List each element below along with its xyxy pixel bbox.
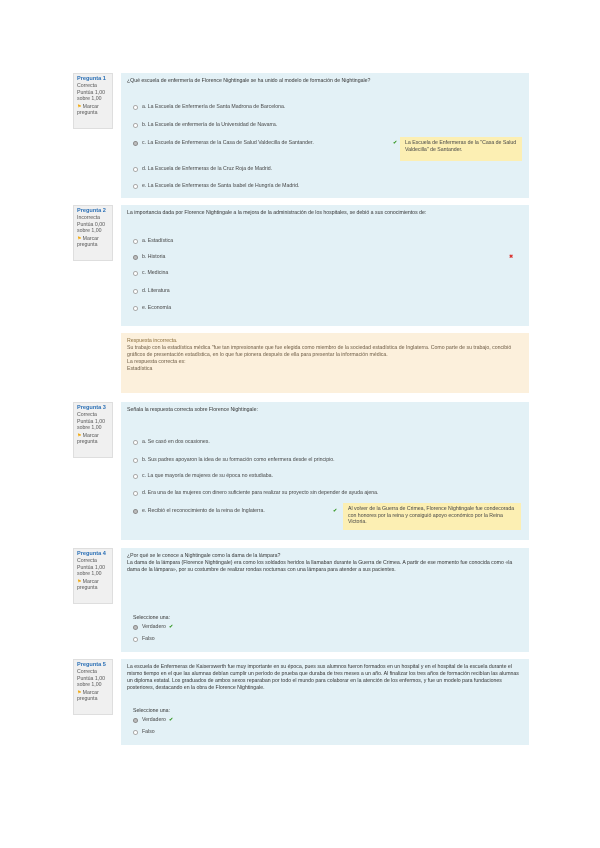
answer-option-b[interactable]: b. Historia (133, 254, 165, 260)
question-title: ¿Por qué se le conoce a Nightingale como la dama de la lámpara? (127, 553, 281, 559)
flag-question-link[interactable]: ⚑Marcar pregunta (77, 432, 99, 445)
question-content-5 (121, 659, 529, 745)
select-label: Seleccione una: (133, 708, 170, 714)
false-option[interactable]: Falso (133, 636, 155, 642)
radio-button[interactable] (133, 239, 138, 244)
correct-check-icon: ✔ (333, 508, 338, 514)
radio-button[interactable] (133, 105, 138, 110)
correct-check-icon: ✔ (393, 140, 398, 146)
false-option[interactable]: Falso (133, 729, 155, 735)
answer-option-a[interactable]: a. Estadística (133, 238, 173, 244)
question-content-3 (121, 402, 529, 540)
question-status: Correcta (77, 412, 97, 418)
flag-icon: ⚑ (77, 235, 82, 242)
question-number: Pregunta 2 (77, 208, 106, 214)
result-title: Respuesta incorrecta. (127, 338, 178, 344)
answer-option-e[interactable]: e. Recibió el reconocimiento de la reina de Inglaterra. (133, 508, 265, 514)
question-points: Puntúa 1,00 sobre 1,00 (77, 675, 105, 688)
answer-option-b[interactable]: b. La Escuela de enfermería de la Universidad de Navarra. (133, 122, 277, 128)
radio-button[interactable] (133, 458, 138, 463)
question-status: Correcta (77, 83, 97, 89)
question-points: Puntúa 1,00 sobre 1,00 (77, 564, 105, 577)
flag-question-link[interactable]: ⚑Marcar pregunta (77, 689, 99, 702)
answer-option-b[interactable]: b. Sus padres apoyaron la idea de su formación como enfermera desde el principio. (133, 457, 335, 463)
question-info-1 (73, 73, 113, 129)
radio-button-selected[interactable] (133, 509, 138, 514)
radio-button[interactable] (133, 289, 138, 294)
question-content-4 (121, 548, 529, 652)
question-text: La dama de la lámpara (Florence Nightingale) era como los soldados heridos la llamaban durante la Guerra de Crimea. A partir de ese momento fue conocida como «la dama de la lámpara», por su costumbre de realizar rondas nocturnas con una lámpara para atender a sus pacientes. (127, 560, 513, 573)
correct-check-icon: ✔ (168, 717, 174, 723)
radio-button-selected[interactable] (133, 141, 138, 146)
radio-button[interactable] (133, 184, 138, 189)
radio-button[interactable] (133, 637, 138, 642)
incorrect-cross-icon: ✖ (509, 254, 514, 260)
flag-icon: ⚑ (77, 578, 82, 585)
question-text: Señala la respuesta correcta sobre Florence Nightingale: (127, 407, 258, 413)
answer-option-d[interactable]: d. Era una de las mujeres con dinero suficiente para realizar su proyecto sin depender de ayuda ajena. (133, 490, 378, 496)
question-text: La importancia dada por Florence Nightingale a la mejora de la administración de los hospitales, se debió a sus conocimientos de: (127, 210, 427, 216)
answer-option-e[interactable]: e. La Escuela de Enfermeras de Santa Isabel de Hungría de Madrid. (133, 183, 299, 189)
question-info-2 (73, 205, 113, 261)
flag-icon: ⚑ (77, 432, 82, 439)
question-number: Pregunta 5 (77, 662, 106, 668)
question-info-5 (73, 659, 113, 715)
answer-option-e[interactable]: e. Economía (133, 305, 171, 311)
correct-answer-value: Estadística (127, 366, 153, 372)
flag-question-link[interactable]: ⚑Marcar pregunta (77, 103, 99, 116)
question-info-4 (73, 548, 113, 604)
answer-option-c[interactable]: c. Medicina (133, 270, 168, 276)
radio-button-selected[interactable] (133, 718, 138, 723)
flag-icon: ⚑ (77, 103, 82, 110)
question-status: Correcta (77, 558, 97, 564)
radio-button[interactable] (133, 167, 138, 172)
radio-button[interactable] (133, 491, 138, 496)
select-label: Seleccione una: (133, 615, 170, 621)
question-status: Incorrecta (77, 215, 101, 221)
radio-button[interactable] (133, 271, 138, 276)
answer-option-a[interactable]: a. Se casó en dos ocasiones. (133, 439, 210, 445)
flag-icon: ⚑ (77, 689, 82, 696)
answer-option-d[interactable]: d. Literatura (133, 288, 170, 294)
question-points: Puntúa 1,00 sobre 1,00 (77, 89, 105, 102)
question-number: Pregunta 1 (77, 76, 106, 82)
radio-button[interactable] (133, 123, 138, 128)
radio-button[interactable] (133, 306, 138, 311)
correct-check-icon: ✔ (168, 624, 174, 630)
question-result-feedback (121, 333, 529, 393)
question-info-3 (73, 402, 113, 458)
flag-question-link[interactable]: ⚑Marcar pregunta (77, 578, 99, 591)
answer-option-a[interactable]: a. La Escuela de Enfermería de Santa Madrona de Barcelona. (133, 104, 285, 110)
question-text: ¿Qué escuela de enfermería de Florence Nightingale se ha unido al modelo de formación de Nightingale? (127, 78, 371, 84)
question-points: Puntúa 0,00 sobre 1,00 (77, 221, 105, 234)
radio-button-selected[interactable] (133, 625, 138, 630)
answer-option-d[interactable]: d. La Escuela de Enfermeras de la Cruz Roja de Madrid. (133, 166, 272, 172)
question-text: La escuela de Enfermeras de Kaiserswerth fue muy importante en su época, pues sus alumnos fueron formados en un hospital y en el hospital de la escuela durante el mismo tiempo en el que las alumnas debían cumplir un período de prueba que duraba de tres meses a un año. Al finalizar los tres años de formación recibían las alumnas un diploma estatal. Los graduados de ambos sexos reparaban por todo el mundo para colaborar en la atención de los enfermos, y fue un modelo para fundaciones posteriores, destacando en la obra de Florence Nightingale. (127, 664, 519, 691)
radio-button[interactable] (133, 474, 138, 479)
radio-button[interactable] (133, 730, 138, 735)
correct-answer-label: La respuesta correcta es: (127, 359, 186, 365)
radio-button[interactable] (133, 440, 138, 445)
question-content-2 (121, 205, 529, 326)
radio-button-selected[interactable] (133, 255, 138, 260)
answer-feedback: Al volver de la Guerra de Crimea, Florence Nightingale fue condecorada con honores por la reina y consiguió apoyo económico por la Reina Victoria. (343, 503, 521, 530)
question-content-1 (121, 73, 529, 198)
question-points: Puntúa 1,00 sobre 1,00 (77, 418, 105, 431)
true-option[interactable]: Verdadero ✔ (133, 717, 173, 723)
answer-option-c[interactable]: c. La Escuela de Enfermeras de la Casa de Salud Valdecilla de Santander. (133, 140, 314, 146)
question-status: Correcta (77, 669, 97, 675)
true-option[interactable]: Verdadero ✔ (133, 624, 173, 630)
question-number: Pregunta 3 (77, 405, 106, 411)
answer-option-c[interactable]: c. La que mayoría de mujeres de su época no estudiaba. (133, 473, 273, 479)
result-explanation: Su trabajo con la estadística médica "fue tan impresionante que fue elegida como miembro de la sociedad estadística de Inglaterra. Como parte de su trabajo, concibió gráficos de presentación estadística, en lo que fue pionera después de ella para presentar la información médica. (127, 345, 512, 358)
question-number: Pregunta 4 (77, 551, 106, 557)
answer-feedback: La Escuela de Enfermeras de la "Casa de Salud Valdecilla" de Santander. (400, 137, 522, 161)
flag-question-link[interactable]: ⚑Marcar pregunta (77, 235, 99, 248)
